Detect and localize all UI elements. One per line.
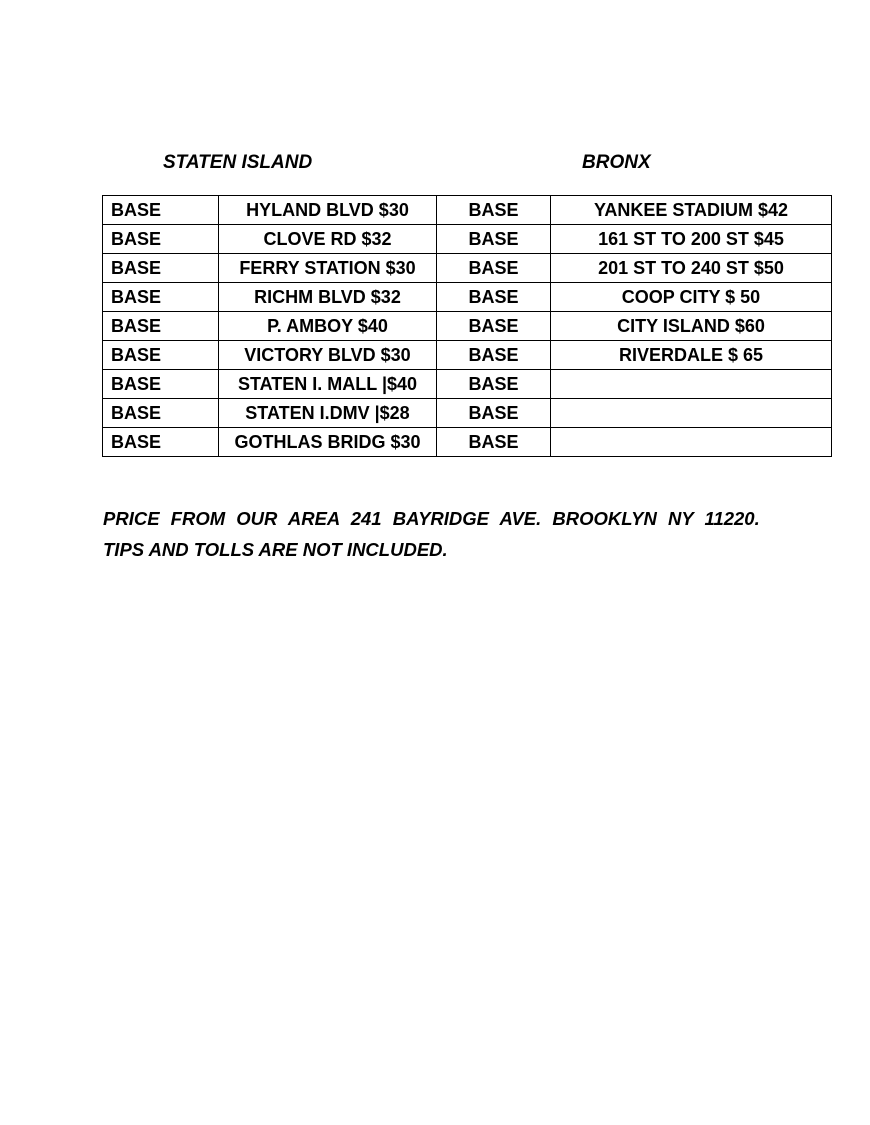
bronx-rate-cell: COOP CITY $ 50 [551, 283, 832, 312]
bronx-rate-cell: CITY ISLAND $60 [551, 312, 832, 341]
base-label-cell: BASE [103, 283, 219, 312]
staten-island-rate-cell: VICTORY BLVD $30 [219, 341, 437, 370]
table-row [103, 399, 832, 428]
staten-island-rate-cell: RICHM BLVD $32 [219, 283, 437, 312]
bronx-rate-cell [551, 399, 832, 428]
bronx-heading: BRONX [582, 152, 651, 173]
table-row [103, 254, 832, 283]
base-label-cell: BASE [103, 428, 219, 457]
base-label-cell: BASE [437, 196, 551, 225]
staten-island-rate-cell: STATEN I. MALL |$40 [219, 370, 437, 399]
base-label-cell: BASE [437, 283, 551, 312]
bronx-rate-cell [551, 370, 832, 399]
pickup-address-note: PRICE FROM OUR AREA 241 BAYRIDGE AVE. BROOKLYN NY 11220. [103, 508, 760, 529]
bronx-rate-cell: RIVERDALE $ 65 [551, 341, 832, 370]
staten-island-rate-cell: FERRY STATION $30 [219, 254, 437, 283]
staten-island-heading: STATEN ISLAND [163, 152, 313, 173]
staten-island-rate-cell: STATEN I.DMV |$28 [219, 399, 437, 428]
table-row [103, 312, 832, 341]
bronx-rate-cell [551, 428, 832, 457]
base-label-cell: BASE [437, 254, 551, 283]
table-row [103, 370, 832, 399]
base-label-cell: BASE [437, 428, 551, 457]
staten-island-rate-cell: CLOVE RD $32 [219, 225, 437, 254]
base-label-cell: BASE [437, 225, 551, 254]
table-row [103, 283, 832, 312]
bronx-rate-cell: 161 ST TO 200 ST $45 [551, 225, 832, 254]
base-label-cell: BASE [437, 312, 551, 341]
table-row [103, 341, 832, 370]
base-label-cell: BASE [437, 370, 551, 399]
base-label-cell: BASE [103, 399, 219, 428]
base-label-cell: BASE [437, 399, 551, 428]
table-row [103, 225, 832, 254]
base-label-cell: BASE [103, 254, 219, 283]
base-label-cell: BASE [103, 370, 219, 399]
staten-island-rate-cell: HYLAND BLVD $30 [219, 196, 437, 225]
base-label-cell: BASE [437, 341, 551, 370]
bronx-rate-cell: 201 ST TO 240 ST $50 [551, 254, 832, 283]
base-label-cell: BASE [103, 196, 219, 225]
bronx-rate-cell: YANKEE STADIUM $42 [551, 196, 832, 225]
table-row [103, 428, 832, 457]
staten-island-rate-cell: P. AMBOY $40 [219, 312, 437, 341]
base-label-cell: BASE [103, 341, 219, 370]
staten-island-rate-cell: GOTHLAS BRIDG $30 [219, 428, 437, 457]
base-label-cell: BASE [103, 312, 219, 341]
table-row [103, 196, 832, 225]
rates-table [102, 195, 832, 457]
tips-tolls-note: TIPS AND TOLLS ARE NOT INCLUDED. [103, 539, 448, 560]
base-label-cell: BASE [103, 225, 219, 254]
